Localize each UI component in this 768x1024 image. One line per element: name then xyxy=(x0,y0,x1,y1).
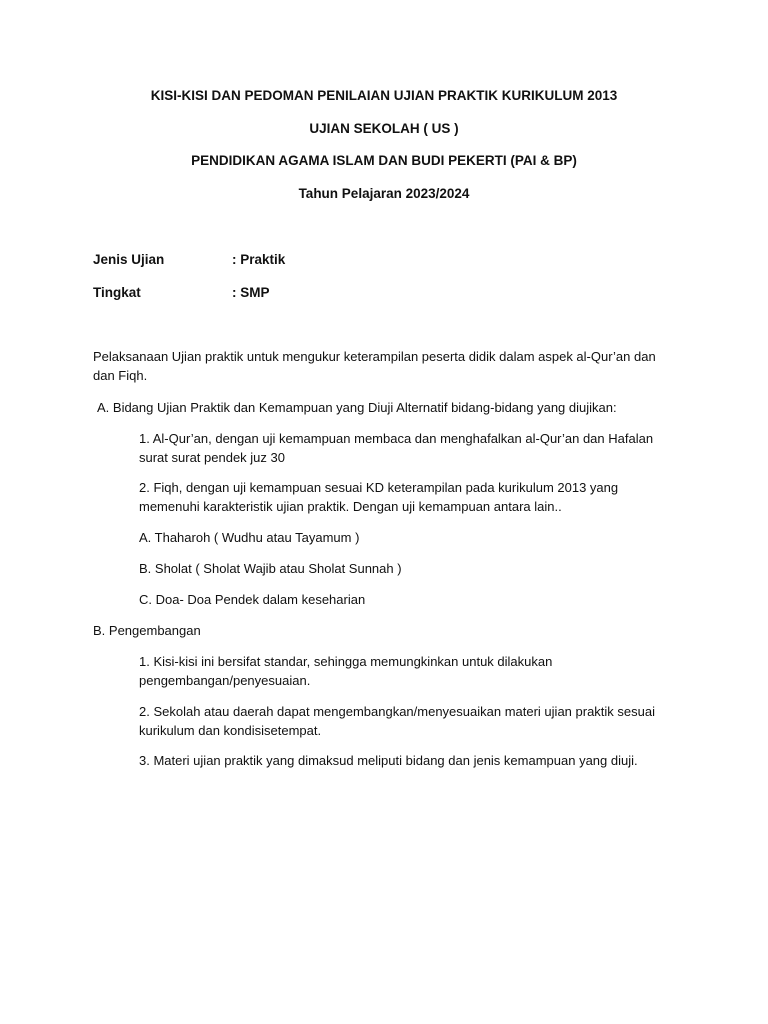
meta-value: : Praktik xyxy=(232,252,286,267)
intro-paragraph: Pelaksanaan Ujian praktik untuk mengukur keterampilan peserta didik dalam aspek al-Qur’an dan dan Fiqh. xyxy=(93,349,656,383)
exam-type-title: UJIAN SEKOLAH ( US ) xyxy=(309,121,459,136)
section-a-item-2: 2. Fiqh, dengan uji kemampuan sesuai KD keterampilan pada kurikulum 2013 yang memenuhi karakteristik ujian praktik. Dengan uji kemampuan antara lain.. xyxy=(139,480,619,514)
section-b-heading: B. Pengembangan xyxy=(93,623,201,638)
meta-row-tingkat xyxy=(93,285,270,300)
meta-label: Tingkat xyxy=(93,285,141,300)
academic-year: Tahun Pelajaran 2023/2024 xyxy=(298,186,470,201)
meta-label: Jenis Ujian xyxy=(93,252,165,267)
meta-row-jenis-ujian xyxy=(93,252,285,267)
section-a-item-1: 1. Al-Qur’an, dengan uji kemampuan membaca dan menghafalkan al-Qur’an dan Hafalan surat surat pendek juz 30 xyxy=(139,431,654,465)
section-a-sub-b: B. Sholat ( Sholat Wajib atau Sholat Sunnah ) xyxy=(139,561,402,576)
meta-value: : SMP xyxy=(232,285,270,300)
section-a-sub-c: C. Doa- Doa Pendek dalam keseharian xyxy=(139,592,366,607)
section-b-item-1: 1. Kisi-kisi ini bersifat standar, sehingga memungkinkan untuk dilakukan pengembangan/penyesuaian. xyxy=(139,654,553,688)
document-title: KISI-KISI DAN PEDOMAN PENILAIAN UJIAN PRAKTIK KURIKULUM 2013 xyxy=(150,88,618,103)
section-a-heading: A. Bidang Ujian Praktik dan Kemampuan yang Diuji Alternatif bidang-bidang yang diujikan: xyxy=(97,400,617,415)
section-b-item-2: 2. Sekolah atau daerah dapat mengembangkan/menyesuaikan materi ujian praktik sesuai kurikulum dan kondisisetempat. xyxy=(139,704,655,738)
subject-title: PENDIDIKAN AGAMA ISLAM DAN BUDI PEKERTI (PAI & BP) xyxy=(191,153,577,168)
section-a-sub-a: A. Thaharoh ( Wudhu atau Tayamum ) xyxy=(139,530,360,545)
section-b-item-3: 3. Materi ujian praktik yang dimaksud meliputi bidang dan jenis kemampuan yang diuji. xyxy=(139,753,638,768)
